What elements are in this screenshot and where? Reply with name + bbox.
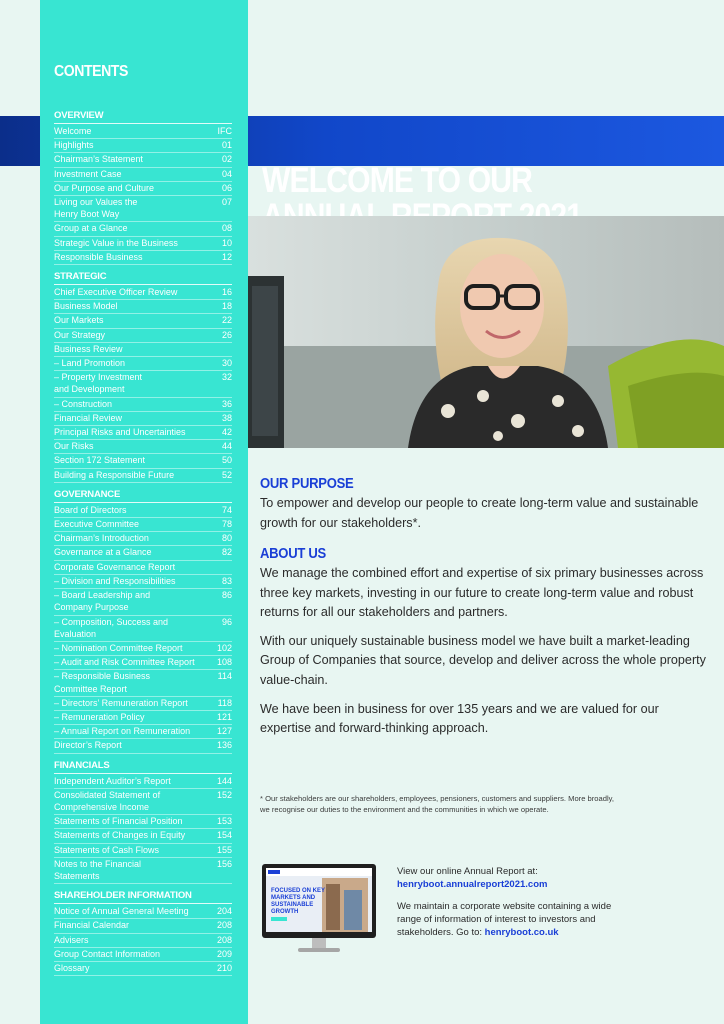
- toc-item[interactable]: [54, 139, 232, 153]
- toc-item-label: Statements of Financial Position: [54, 816, 183, 827]
- toc-section: [54, 110, 232, 265]
- toc-item[interactable]: [54, 616, 232, 642]
- toc-item[interactable]: [54, 300, 232, 314]
- toc-item-page: 121: [216, 711, 232, 722]
- toc-item[interactable]: [54, 343, 232, 357]
- toc-item-label: Independent Auditor’s Report: [54, 775, 171, 786]
- toc-section: [54, 890, 232, 976]
- monitor-headline-3: SUSTAINABLE: [271, 902, 314, 908]
- toc-item-label: – Remuneration Policy: [54, 711, 145, 722]
- toc-item-label: – Directors’ Remuneration Report: [54, 697, 188, 708]
- toc-item-label: Notice of Annual General Meeting: [54, 906, 189, 917]
- online-report-info: [397, 865, 637, 939]
- toc-item[interactable]: [54, 532, 232, 546]
- toc-item-label: Responsible Business: [54, 251, 143, 262]
- page-title: WELCOME TO OUR: [262, 161, 533, 201]
- toc-item-label: – Division and Responsibilities: [54, 575, 176, 586]
- toc-item-page: 12: [221, 251, 232, 262]
- purpose-heading: OUR PURPOSE: [260, 476, 354, 492]
- purpose-section: [260, 476, 710, 542]
- toc-item[interactable]: [54, 725, 232, 739]
- toc-item-label: Welcome: [54, 126, 92, 136]
- toc-item[interactable]: [54, 398, 232, 412]
- toc-item-page: 32: [221, 372, 232, 383]
- toc-item-page: 136: [216, 740, 232, 751]
- toc-item[interactable]: [54, 454, 232, 468]
- stakeholder-footnote: * Our stakeholders are our shareholders, employees, pensioners, customers and suppliers. More broadly, we recognise our duties to the environment and the communities in which we operate.: [260, 794, 614, 814]
- toc-item-page: 38: [221, 412, 232, 423]
- toc-item-page: 114: [217, 671, 232, 682]
- toc-item[interactable]: [54, 518, 232, 532]
- toc-item-label: – Annual Report on Remuneration: [54, 726, 191, 737]
- toc-item-page: 204: [216, 906, 232, 917]
- toc-section-title: SHAREHOLDER INFORMATION: [54, 890, 232, 904]
- toc-item-page: 74: [221, 504, 232, 515]
- toc-item-label: Our Risks: [54, 441, 94, 452]
- toc-item-label: Director’s Report: [54, 740, 122, 751]
- toc-item[interactable]: [54, 237, 232, 251]
- toc-item[interactable]: [54, 697, 232, 711]
- toc-item-label: Governance at a Glance: [54, 547, 152, 558]
- toc-item-page: 155: [216, 844, 232, 855]
- monitor-image: [262, 864, 376, 954]
- toc-item-label: – Nomination Committee Report: [54, 642, 183, 653]
- toc-item-label: – Board Leadership and Company Purpose: [54, 590, 151, 613]
- toc-item-label: Our Strategy: [54, 329, 106, 340]
- toc-item[interactable]: [54, 329, 232, 343]
- toc-item-label: Highlights: [54, 140, 94, 151]
- about-paragraph: We manage the combined effort and expertise of six primary businesses across three key markets, investing in our future to create long-term value and robust returns for all our stakeholders and partners.: [260, 566, 704, 620]
- toc-item-label: Strategic Value in the Business: [54, 237, 178, 248]
- toc-item-label: Corporate Governance Report: [54, 561, 176, 572]
- toc-item-label: Group at a Glance: [54, 223, 128, 234]
- hero-photo: [248, 216, 724, 448]
- corporate-website-link[interactable]: henryboot.co.uk: [484, 927, 559, 938]
- toc-item[interactable]: [54, 314, 232, 328]
- toc-item-page: 42: [221, 427, 232, 438]
- toc-item-label: Financial Review: [54, 412, 123, 423]
- toc-item[interactable]: [54, 670, 232, 696]
- monitor-icon: [262, 864, 376, 954]
- toc-item[interactable]: [54, 844, 232, 858]
- toc-item-page: 82: [221, 547, 232, 558]
- toc-item-label: Financial Calendar: [54, 920, 130, 931]
- toc-item-label: Our Purpose and Culture: [54, 182, 155, 193]
- toc-item-page: 152: [216, 789, 232, 800]
- toc-section-title: STRATEGIC: [54, 271, 232, 285]
- toc-item[interactable]: [54, 575, 232, 589]
- toc-item-label: Statements of Changes in Equity: [54, 830, 186, 841]
- toc-item-label: Chairman’s Introduction: [54, 533, 149, 544]
- toc-item-page: 144: [216, 775, 232, 786]
- toc-item-label: Investment Case: [54, 168, 122, 179]
- toc-item-label: Board of Directors: [54, 504, 127, 515]
- toc-item[interactable]: [54, 426, 232, 440]
- toc-item-page: 118: [217, 697, 232, 708]
- toc-item-label: Living our Values the Henry Boot Way: [54, 197, 138, 220]
- toc-item-page: 86: [221, 590, 232, 601]
- toc-item-page: 208: [216, 934, 232, 945]
- toc-item-page: 44: [221, 441, 232, 452]
- toc-section: [54, 271, 232, 483]
- toc-item-label: Notes to the Financial Statements: [54, 858, 142, 881]
- toc-item-page: 96: [221, 616, 232, 627]
- about-heading: ABOUT US: [260, 546, 326, 562]
- toc-item-page: 208: [216, 920, 232, 931]
- toc-item-label: Glossary: [54, 962, 90, 973]
- toc-item-label: Chief Executive Officer Review: [54, 287, 178, 298]
- toc-item-label: Business Review: [54, 343, 123, 354]
- toc-item[interactable]: [54, 775, 232, 789]
- toc-item[interactable]: [54, 504, 232, 518]
- toc-item[interactable]: [54, 469, 232, 483]
- toc-item[interactable]: [54, 858, 232, 884]
- toc-section-title: OVERVIEW: [54, 110, 232, 124]
- toc-item-page: 52: [221, 469, 232, 480]
- toc-item-label: Building a Responsible Future: [54, 469, 175, 480]
- toc-item[interactable]: [54, 125, 232, 139]
- toc-item-page: 30: [221, 358, 232, 369]
- toc-item-label: Consolidated Statement of Comprehensive Income: [54, 789, 161, 812]
- toc-item-page: 07: [221, 197, 232, 208]
- toc-item-label: Group Contact Information: [54, 948, 161, 959]
- toc-item-page: 06: [221, 182, 232, 193]
- toc-item-page: 10: [221, 237, 232, 248]
- toc-item[interactable]: [54, 642, 232, 656]
- toc-item[interactable]: [54, 789, 232, 815]
- toc-item[interactable]: [54, 829, 232, 843]
- toc-item-label: Chairman’s Statement: [54, 154, 143, 165]
- monitor-headline-1: FOCUSED ON KEY: [271, 888, 326, 894]
- toc-item-label: – Construction: [54, 398, 113, 409]
- toc-item-page: 108: [216, 657, 232, 668]
- toc-item[interactable]: [54, 546, 232, 560]
- toc-item-page: 210: [216, 962, 232, 973]
- toc-item[interactable]: [54, 222, 232, 236]
- contents-title: CONTENTS: [54, 63, 128, 80]
- toc-item[interactable]: [54, 168, 232, 182]
- toc-section: [54, 760, 232, 885]
- toc-item-page: 78: [221, 519, 232, 530]
- toc-item[interactable]: [54, 656, 232, 670]
- toc-item-page: 08: [221, 223, 232, 234]
- toc-item-page: 36: [221, 398, 232, 409]
- about-paragraph: We have been in business for over 135 years and we are valued for our expertise and forward-thinking approach.: [260, 701, 659, 736]
- toc-item-label: – Land Promotion: [54, 358, 126, 369]
- annual-report-link[interactable]: henryboot.annualreport2021.com: [397, 879, 548, 890]
- toc-item-label: Our Markets: [54, 315, 104, 326]
- toc-item[interactable]: [54, 815, 232, 829]
- woman-at-desk-photo: [248, 216, 724, 448]
- toc-item[interactable]: [54, 286, 232, 300]
- toc-item-page: 127: [216, 726, 232, 737]
- toc-item[interactable]: [54, 739, 232, 753]
- toc-item[interactable]: [54, 371, 232, 397]
- toc-item-page: 18: [221, 301, 232, 312]
- toc-item[interactable]: [54, 948, 232, 962]
- toc-item-page: 26: [221, 329, 232, 340]
- toc-item-page: 102: [216, 642, 232, 653]
- toc-item[interactable]: [54, 251, 232, 265]
- toc-item[interactable]: [54, 412, 232, 426]
- toc-item-label: – Responsible Business Committee Report: [54, 671, 151, 694]
- toc-item-page: 80: [221, 533, 232, 544]
- toc-item[interactable]: [54, 357, 232, 371]
- contents-sidebar: [40, 0, 248, 1024]
- toc-item-page: 209: [216, 948, 232, 959]
- toc-item[interactable]: [54, 589, 232, 615]
- toc-item-label: – Audit and Risk Committee Report: [54, 657, 195, 668]
- corporate-website-text: [397, 900, 637, 939]
- online-intro: View our online Annual Report at:: [397, 866, 538, 877]
- toc-item-page: 154: [216, 830, 232, 841]
- monitor-headline-2: MARKETS AND: [271, 895, 316, 901]
- toc-section: [54, 489, 232, 754]
- toc-item-page: 22: [221, 315, 232, 326]
- toc-item-label: Business Model: [54, 301, 118, 312]
- toc-item-page: IFC: [217, 126, 232, 136]
- table-of-contents: [54, 110, 232, 976]
- toc-item-page: 01: [221, 140, 232, 151]
- about-paragraph: With our uniquely sustainable business model we have built a market-leading Group of Companies that source, develop and deliver across the whole property value-chain.: [260, 633, 706, 687]
- toc-item-label: Statements of Cash Flows: [54, 844, 160, 855]
- toc-item-page: 50: [221, 455, 232, 466]
- toc-item-label: – Property Investment and Development: [54, 372, 143, 395]
- toc-item[interactable]: [54, 196, 232, 222]
- toc-item-label: Section 172 Statement: [54, 455, 146, 466]
- corporate-text: We maintain a corporate website containing a wide range of information of interest to investors and stakeholders. Go to:: [397, 901, 612, 938]
- toc-section-title: FINANCIALS: [54, 760, 232, 774]
- toc-item[interactable]: [54, 962, 232, 976]
- toc-section-title: GOVERNANCE: [54, 489, 232, 503]
- toc-item-label: Advisers: [54, 934, 89, 945]
- toc-item-label: Principal Risks and Uncertainties: [54, 427, 186, 438]
- toc-item[interactable]: [54, 711, 232, 725]
- toc-item[interactable]: [54, 440, 232, 454]
- toc-item-page: 156: [216, 858, 232, 869]
- toc-item[interactable]: [54, 561, 232, 575]
- toc-item[interactable]: [54, 153, 232, 167]
- toc-item-label: – Composition, Success and Evaluation: [54, 616, 169, 639]
- toc-item[interactable]: [54, 905, 232, 919]
- toc-item-page: 83: [221, 575, 232, 586]
- toc-item-page: 04: [221, 168, 232, 179]
- toc-item-label: Executive Committee: [54, 519, 140, 530]
- toc-item[interactable]: [54, 919, 232, 933]
- monitor-headline-4: GROWTH: [271, 909, 299, 915]
- toc-item-page: 153: [216, 816, 232, 827]
- about-section: [260, 546, 710, 748]
- toc-item[interactable]: [54, 182, 232, 196]
- toc-item-page: 16: [221, 287, 232, 298]
- toc-item[interactable]: [54, 934, 232, 948]
- purpose-text: To empower and develop our people to create long-term value and sustainable growth for our stakeholders*.: [260, 496, 699, 530]
- toc-item-page: 02: [221, 154, 232, 165]
